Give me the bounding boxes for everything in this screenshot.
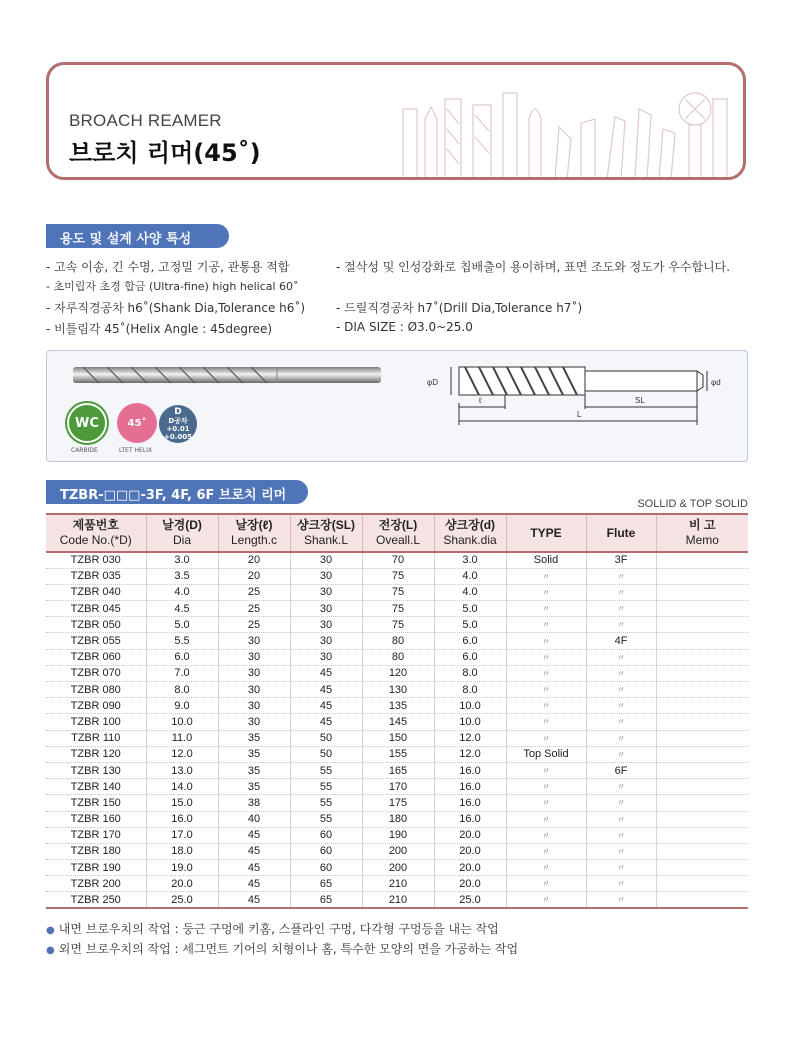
table-cell: 〃	[506, 665, 586, 681]
table-cell: 3F	[586, 552, 656, 568]
table-cell: TZBR 190	[46, 860, 146, 876]
table-cell	[656, 617, 748, 633]
table-cell: 30	[290, 601, 362, 617]
table-cell: 20.0	[434, 876, 506, 892]
bullet-icon: ●	[46, 945, 55, 956]
table-cell: 〃	[586, 746, 656, 762]
helix-caption: LTET HELIX	[119, 447, 153, 454]
table-cell: 30	[290, 584, 362, 600]
table-cell: 20	[218, 568, 290, 584]
column-header-en: Shank.dia	[443, 533, 497, 547]
note-2-text: 외면 브로우치의 작업 : 세그먼트 기어의 치형이나 홈, 특수한 모양의 면을 가공하는 작업	[58, 942, 519, 956]
table-cell: 〃	[586, 892, 656, 908]
table-cell: 45	[290, 698, 362, 714]
table-cell: 〃	[506, 633, 586, 649]
table-cell: 〃	[506, 876, 586, 892]
column-header-en: Shank.L	[303, 533, 349, 547]
table-cell: 4.0	[434, 568, 506, 584]
table-cell: 145	[362, 714, 434, 730]
column-header	[506, 514, 586, 552]
table-cell: 30	[218, 665, 290, 681]
table-cell: 5.0	[146, 617, 218, 633]
table-cell: 5.0	[434, 617, 506, 633]
column-header	[146, 514, 218, 552]
column-header-ko: 날장(ℓ)	[235, 518, 273, 532]
table-cell: 3.0	[146, 552, 218, 568]
table-row	[46, 827, 748, 843]
table-cell: 165	[362, 762, 434, 778]
table-cell: 4.0	[434, 584, 506, 600]
table-cell: 150	[362, 730, 434, 746]
tolerance-badge-plus: +0.01	[166, 425, 190, 433]
table-cell: 75	[362, 584, 434, 600]
table-cell: 3.0	[434, 552, 506, 568]
table-cell: 200	[362, 843, 434, 859]
table-cell: 6F	[586, 762, 656, 778]
table-row	[46, 649, 748, 665]
table-cell: 210	[362, 876, 434, 892]
table-cell: 〃	[506, 698, 586, 714]
table-cell: 16.0	[146, 811, 218, 827]
table-cell: 〃	[586, 568, 656, 584]
column-header-ko: 샹크장(SL)	[296, 518, 356, 532]
table-row	[46, 714, 748, 730]
table-row	[46, 617, 748, 633]
table-cell: 4F	[586, 633, 656, 649]
table-body	[46, 552, 748, 908]
table-cell: Solid	[506, 552, 586, 568]
table-row	[46, 843, 748, 859]
table-cell: 45	[290, 714, 362, 730]
table-cell: 9.0	[146, 698, 218, 714]
tolerance-badge-icon	[159, 405, 197, 443]
table-cell: 30	[290, 617, 362, 633]
table-row	[46, 698, 748, 714]
table-cell: 12.0	[146, 746, 218, 762]
title-banner	[46, 62, 746, 180]
table-cell: 200	[362, 860, 434, 876]
table-cell	[656, 584, 748, 600]
title-en: BROACH REAMER	[69, 111, 222, 130]
table-cell: 〃	[506, 762, 586, 778]
title-ko: 브로치 리머(45˚)	[69, 139, 261, 167]
table-cell: 60	[290, 827, 362, 843]
notes	[46, 920, 518, 960]
table-cell: 65	[290, 876, 362, 892]
spec-table	[46, 513, 748, 909]
table-cell: TZBR 045	[46, 601, 146, 617]
table-cell: 〃	[506, 795, 586, 811]
table-cell: 〃	[506, 730, 586, 746]
table-cell: 55	[290, 795, 362, 811]
tools-illustration-icon	[395, 79, 735, 179]
table-cell	[656, 795, 748, 811]
bullet-icon: ●	[46, 925, 55, 936]
table-cell: TZBR 060	[46, 649, 146, 665]
table-row	[46, 552, 748, 568]
table-cell: 〃	[586, 714, 656, 730]
table-cell: TZBR 160	[46, 811, 146, 827]
table-cell	[656, 827, 748, 843]
table-cell: 〃	[506, 584, 586, 600]
table-cell: 4.0	[146, 584, 218, 600]
feature-right-3: - DIA SIZE : Ø3.0~25.0	[336, 320, 473, 334]
column-header-ko: Flute	[606, 525, 636, 540]
table-cell	[656, 730, 748, 746]
table-cell: 30	[290, 633, 362, 649]
table-cell: TZBR 035	[46, 568, 146, 584]
table-cell: 16.0	[434, 762, 506, 778]
table-cell: 30	[218, 633, 290, 649]
table-row	[46, 746, 748, 762]
table-cell: 12.0	[434, 746, 506, 762]
table-cell: 〃	[586, 649, 656, 665]
feature-right-1: - 절삭성 및 인성강화로 칩배출이 용이하며, 표면 조도와 정도가 우수합니다.	[336, 260, 731, 274]
table-cell	[656, 746, 748, 762]
table-cell: 45	[218, 876, 290, 892]
table-cell: 20.0	[434, 843, 506, 859]
table-cell	[656, 811, 748, 827]
table-cell: 8.0	[434, 665, 506, 681]
table-row	[46, 811, 748, 827]
table-cell: TZBR 150	[46, 795, 146, 811]
solid-label: SOLLID & TOP SOLID	[637, 498, 748, 510]
table-header-row	[46, 514, 748, 552]
column-header	[218, 514, 290, 552]
column-header-ko: 비 고	[688, 518, 716, 532]
table-row	[46, 795, 748, 811]
table-cell: 〃	[506, 892, 586, 908]
table-cell	[656, 601, 748, 617]
table-cell	[656, 762, 748, 778]
table-cell: 5.5	[146, 633, 218, 649]
table-cell: 10.0	[434, 714, 506, 730]
table-row	[46, 633, 748, 649]
table-cell	[656, 552, 748, 568]
table-cell: 30	[218, 714, 290, 730]
table-cell: 25.0	[434, 892, 506, 908]
table-cell: TZBR 050	[46, 617, 146, 633]
table-cell: 〃	[586, 811, 656, 827]
table-cell: 18.0	[146, 843, 218, 859]
table-cell: 80	[362, 633, 434, 649]
column-header-ko: TYPE	[530, 525, 562, 540]
table-cell: 16.0	[434, 811, 506, 827]
table-cell: 6.0	[434, 649, 506, 665]
table-cell: TZBR 055	[46, 633, 146, 649]
table-cell: 7.0	[146, 665, 218, 681]
table-cell: 35	[218, 730, 290, 746]
table-cell: 6.0	[146, 649, 218, 665]
table-cell: 〃	[586, 876, 656, 892]
feature-left-1: - 고속 이송, 긴 수명, 고정밀 기공, 관통용 적합	[46, 260, 290, 274]
table-cell: 30	[290, 568, 362, 584]
table-cell: 45	[218, 843, 290, 859]
table-cell: TZBR 110	[46, 730, 146, 746]
column-header-en: Dia	[172, 533, 191, 547]
table-cell: TZBR 130	[46, 762, 146, 778]
table-cell	[656, 779, 748, 795]
table-cell: TZBR 250	[46, 892, 146, 908]
table-cell: 6.0	[434, 633, 506, 649]
table-cell	[656, 876, 748, 892]
table-cell: 〃	[506, 649, 586, 665]
table-cell: 30	[218, 649, 290, 665]
note-1	[46, 920, 518, 940]
tolerance-badge-minus: +0.005	[163, 433, 192, 441]
table-cell: 35	[218, 779, 290, 795]
table-cell: 50	[290, 730, 362, 746]
table-cell: 4.5	[146, 601, 218, 617]
table-cell: 135	[362, 698, 434, 714]
table-cell: 30	[218, 698, 290, 714]
table-cell: 75	[362, 568, 434, 584]
table-row	[46, 584, 748, 600]
dim-l: ℓ	[479, 396, 482, 405]
table-cell: TZBR 090	[46, 698, 146, 714]
table-cell: 8.0	[434, 682, 506, 698]
table-cell: 80	[362, 649, 434, 665]
table-cell: 〃	[506, 811, 586, 827]
table-cell	[656, 698, 748, 714]
table-cell: 45	[218, 892, 290, 908]
table-cell: Top Solid	[506, 746, 586, 762]
table-cell: 45	[290, 665, 362, 681]
dim-phid: φd	[711, 378, 721, 387]
column-header	[362, 514, 434, 552]
table-cell: TZBR 140	[46, 779, 146, 795]
table-row	[46, 665, 748, 681]
note-2	[46, 940, 518, 960]
table-cell: TZBR 030	[46, 552, 146, 568]
table-cell: 8.0	[146, 682, 218, 698]
table-cell: 〃	[586, 827, 656, 843]
table-cell: 20.0	[434, 827, 506, 843]
table-row	[46, 892, 748, 908]
table-cell: 〃	[586, 730, 656, 746]
reamer-drawing-icon	[47, 351, 749, 463]
table-cell: 175	[362, 795, 434, 811]
column-header-en: Oveall.L	[375, 533, 421, 547]
table-cell: 〃	[506, 714, 586, 730]
table-row	[46, 876, 748, 892]
table-cell	[656, 892, 748, 908]
table-cell: 35	[218, 762, 290, 778]
table-cell: 〃	[586, 584, 656, 600]
table-cell: 45	[290, 682, 362, 698]
section-title-features: 용도 및 설계 사양 특성	[46, 224, 229, 248]
table-cell: 55	[290, 779, 362, 795]
table-cell: 45	[218, 860, 290, 876]
section-title-table: TZBR-□□□-3F, 4F, 6F 브로치 리머	[46, 480, 308, 504]
table-cell: 〃	[506, 827, 586, 843]
column-header	[656, 514, 748, 552]
table-cell: 130	[362, 682, 434, 698]
table-cell: 〃	[586, 682, 656, 698]
table-cell: 5.0	[434, 601, 506, 617]
table-cell: 〃	[586, 779, 656, 795]
feature-left-3: - 자루직경공차 h6˚(Shank Dia,Tolerance h6˚)	[46, 301, 306, 315]
table-cell: 25	[218, 584, 290, 600]
table-cell	[656, 568, 748, 584]
column-header-ko: 제품번호	[72, 518, 119, 532]
tool-diagram-panel	[46, 350, 748, 462]
carbide-caption: CARBIDE	[71, 447, 98, 454]
table-cell: 〃	[506, 568, 586, 584]
table-cell: 65	[290, 892, 362, 908]
table-cell: 190	[362, 827, 434, 843]
table-cell: 40	[218, 811, 290, 827]
table-cell: 3.5	[146, 568, 218, 584]
dim-SL: SL	[635, 396, 645, 405]
table-cell: 30	[218, 682, 290, 698]
table-cell: 16.0	[434, 779, 506, 795]
table-cell: 55	[290, 762, 362, 778]
table-row	[46, 568, 748, 584]
table-cell: 38	[218, 795, 290, 811]
table-cell	[656, 665, 748, 681]
table-cell	[656, 843, 748, 859]
table-cell: TZBR 120	[46, 746, 146, 762]
table-cell	[656, 682, 748, 698]
table-cell	[656, 714, 748, 730]
table-row	[46, 779, 748, 795]
table-cell: 25	[218, 601, 290, 617]
table-cell: 180	[362, 811, 434, 827]
column-header-ko: 전장(L)	[378, 518, 418, 532]
table-cell: 25	[218, 617, 290, 633]
table-cell: 170	[362, 779, 434, 795]
table-cell	[656, 860, 748, 876]
column-header	[434, 514, 506, 552]
table-cell: 30	[290, 552, 362, 568]
table-cell	[656, 633, 748, 649]
column-header	[46, 514, 146, 552]
table-cell: 60	[290, 843, 362, 859]
table-cell: 75	[362, 601, 434, 617]
table-row	[46, 730, 748, 746]
table-cell: 〃	[506, 843, 586, 859]
table-cell: 〃	[586, 617, 656, 633]
column-header-en: Length.c	[230, 533, 278, 547]
table-cell: 〃	[506, 860, 586, 876]
table-cell: TZBR 070	[46, 665, 146, 681]
tolerance-badge-sub: D공차	[168, 417, 188, 425]
column-header-en: Code No.(*D)	[59, 533, 132, 547]
carbide-badge-icon: WC	[67, 403, 107, 443]
table-cell: 10.0	[434, 698, 506, 714]
column-header	[290, 514, 362, 552]
table-cell: 155	[362, 746, 434, 762]
table-cell: 16.0	[434, 795, 506, 811]
feature-left-2: - 초미립자 초경 합금 (Ultra-fine) high helical 60˚	[46, 280, 299, 293]
table-cell: 10.0	[146, 714, 218, 730]
table-cell: 〃	[586, 860, 656, 876]
table-cell: 20	[218, 552, 290, 568]
table-cell: 55	[290, 811, 362, 827]
tolerance-badge-letter: D	[174, 407, 182, 417]
feature-right-2: - 드릴직경공차 h7˚(Drill Dia,Tolerance h7˚)	[336, 301, 583, 315]
table-cell: 70	[362, 552, 434, 568]
table-cell: 12.0	[434, 730, 506, 746]
table-cell: 〃	[506, 601, 586, 617]
table-cell: 〃	[586, 665, 656, 681]
column-header	[586, 514, 656, 552]
table-cell: TZBR 200	[46, 876, 146, 892]
table-cell: 〃	[586, 698, 656, 714]
column-header-en: Memo	[685, 533, 719, 547]
helix-badge-icon: 45˚	[117, 403, 157, 443]
table-cell: 15.0	[146, 795, 218, 811]
table-cell: TZBR 080	[46, 682, 146, 698]
feature-left-4: - 비틀림각 45˚(Helix Angle : 45degree)	[46, 322, 273, 336]
table-cell: 20.0	[146, 876, 218, 892]
table-cell: 75	[362, 617, 434, 633]
column-header-ko: 샹크장(d)	[444, 518, 496, 532]
table-cell: 20.0	[434, 860, 506, 876]
table-cell: 〃	[506, 779, 586, 795]
table-cell: TZBR 180	[46, 843, 146, 859]
table-cell: 25.0	[146, 892, 218, 908]
note-1-text: 내면 브로우치의 작업 : 둥근 구멍에 키홈, 스플라인 구멍, 다각형 구멍등을 내는 작업	[58, 922, 499, 936]
table-cell: 〃	[506, 617, 586, 633]
table-cell: 60	[290, 860, 362, 876]
table-cell: 30	[290, 649, 362, 665]
table-cell: 120	[362, 665, 434, 681]
table-cell: 45	[218, 827, 290, 843]
table-row	[46, 762, 748, 778]
table-row	[46, 860, 748, 876]
table-cell: TZBR 100	[46, 714, 146, 730]
table-cell: 〃	[586, 601, 656, 617]
table-cell: 〃	[506, 682, 586, 698]
table-row	[46, 682, 748, 698]
table-cell: 35	[218, 746, 290, 762]
table-row	[46, 601, 748, 617]
table-cell: 17.0	[146, 827, 218, 843]
table-cell: 〃	[586, 795, 656, 811]
table-cell: 210	[362, 892, 434, 908]
table-cell	[656, 649, 748, 665]
dim-L: L	[577, 410, 582, 419]
table-cell: TZBR 170	[46, 827, 146, 843]
dim-phiD: φD	[427, 378, 438, 387]
table-cell: 50	[290, 746, 362, 762]
column-header-ko: 날경(D)	[162, 518, 202, 532]
table-cell: 〃	[586, 843, 656, 859]
table-cell: TZBR 040	[46, 584, 146, 600]
table-cell: 14.0	[146, 779, 218, 795]
table-cell: 13.0	[146, 762, 218, 778]
table-cell: 11.0	[146, 730, 218, 746]
table-cell: 19.0	[146, 860, 218, 876]
